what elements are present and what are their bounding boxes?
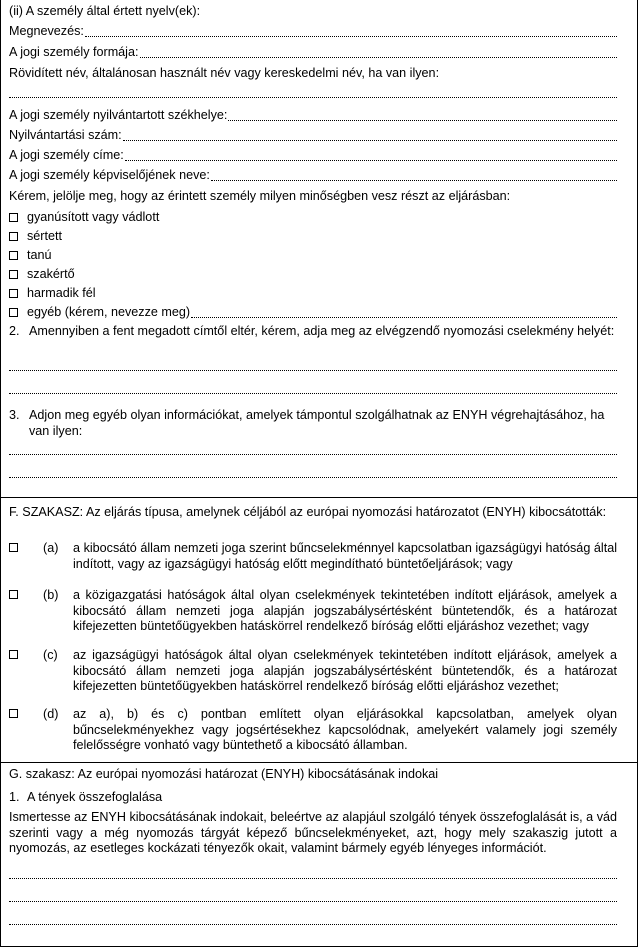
address-field[interactable]: A jogi személy címe: <box>9 148 617 164</box>
facts-number: 1. <box>9 790 20 804</box>
checkbox[interactable] <box>9 270 18 279</box>
languages-heading: (ii) A személy által értett nyelv(ek): <box>9 4 201 18</box>
registered-seat-field[interactable]: A jogi személy nyilvántartott székhelye: <box>9 108 617 124</box>
section-f-heading: F. SZAKASZ: Az eljárás típusa, amelynek céljából az európai nyomozási határozatot (ENYH) kibocsátották: <box>9 505 607 519</box>
section-f: F. SZAKASZ: Az eljárás típusa, amelynek céljából az európai nyomozási határozatot (ENYH) kibocsátották: (a) a kibocsátó állam nemzeti joga szerint bűncselekménnyel kapcsolatban igazságügyi hatóság által indított, vagy az igazságügyi hatóság előtt megindítható büntetőeljárások; vagy (b) a közigazgatási hatóságok által olyan cselekmények tekintetében indított eljárások, amelyek a kibocsátó állam nemzeti joga alapján jogszabálysértésként büntetendők, és a határozat kifejezetten büntetőügyekben hatáskörrel rendelkező bíróság előtti eljáráshoz vezethet; vagy (c) az igazságügyi hatóságok által olyan cselekmények tekintetében indított eljárások, amelyek a kibocsátó állam nemzeti joga alapján jogszabálysértésként büntetendők, és a határozat kifejezetten büntetőügyekben hatáskörrel rendelkező bíróság előtti eljáráshoz vezethet; (d) az a), b) és c) pontban említett olyan eljárásokkal kapcsolatban, amelyek olyan bűncselekményekhez vagy jogsértésekhez kapcsolódnak, amelyekért valamely jogi személy felelősségre vonható vagy büntethető a kibocsátó államban. <box>1 498 637 763</box>
name-field[interactable]: Megnevezés: <box>9 24 617 40</box>
person-details-section <box>1 0 637 498</box>
q3-answer-line[interactable] <box>9 477 617 478</box>
q2-text: Amennyiben a fent megadott címtől eltér, kérem, adja meg az elvégzendő nyomozási cselekmény helyét: <box>29 324 615 338</box>
facts-instructions: Ismertesse az ENYH kibocsátásának indokait, beleértve az alapjául szolgáló tények összefoglalását is, a vád szerinti vagy a még nyomozás tárgyát képező bűncselekményeket, azt, hogy mely szakaszig jutott a nyomozás, az esetleges kockázati tényezők okait, valamint bármely egyéb lényeges információt. <box>9 810 617 856</box>
registration-number-field[interactable]: Nyilvántartási szám: <box>9 128 617 144</box>
checkbox[interactable] <box>9 251 18 260</box>
checkbox[interactable] <box>9 709 18 718</box>
checkbox[interactable] <box>9 289 18 298</box>
representative-name-field[interactable]: A jogi személy képviselőjének neve: <box>9 168 617 184</box>
short-name-label: Rövidített név, általánosan használt név vagy kereskedelmi név, ha van ilyen: <box>9 66 440 80</box>
role-question: Kérem, jelölje meg, hogy az érintett személy milyen minőségben vesz részt az eljárásban: <box>9 189 511 203</box>
q3-number: 3. <box>9 408 20 422</box>
checkbox[interactable] <box>9 308 18 317</box>
role-option-third-party[interactable]: harmadik fél <box>9 286 617 302</box>
role-option-suspect[interactable]: gyanúsított vagy vádlott <box>9 210 617 226</box>
checkbox[interactable] <box>9 650 18 659</box>
short-name-field[interactable] <box>9 97 617 98</box>
facts-answer-line[interactable] <box>9 901 617 902</box>
checkbox[interactable] <box>9 232 18 241</box>
role-option-expert[interactable]: szakértő <box>9 267 617 283</box>
q2-answer-line[interactable] <box>9 393 617 394</box>
facts-answer-line[interactable] <box>9 924 617 925</box>
checkbox[interactable] <box>9 213 18 222</box>
facts-title: A tények összefoglalása <box>27 790 163 804</box>
facts-answer-line[interactable] <box>9 878 617 879</box>
q2-number: 2. <box>9 324 20 338</box>
section-g <box>1 763 637 946</box>
legal-form-field[interactable]: A jogi személy formája: <box>9 45 617 61</box>
q3-answer-line[interactable] <box>9 454 617 455</box>
checkbox[interactable] <box>9 543 18 552</box>
role-option-other[interactable]: egyéb (kérem, nevezze meg) <box>9 305 617 321</box>
section-g-heading: G. szakasz: Az európai nyomozási határozat (ENYH) kibocsátásának indokai <box>9 767 439 781</box>
checkbox[interactable] <box>9 590 18 599</box>
q3-text: Adjon meg egyéb olyan információkat, amelyek támpontul szolgálhatnak az ENYH végrehajtásához, ha van ilyen: <box>29 408 605 438</box>
role-option-victim[interactable]: sértett <box>9 229 617 245</box>
q2-answer-line[interactable] <box>9 370 617 371</box>
role-option-witness[interactable]: tanú <box>9 248 617 264</box>
